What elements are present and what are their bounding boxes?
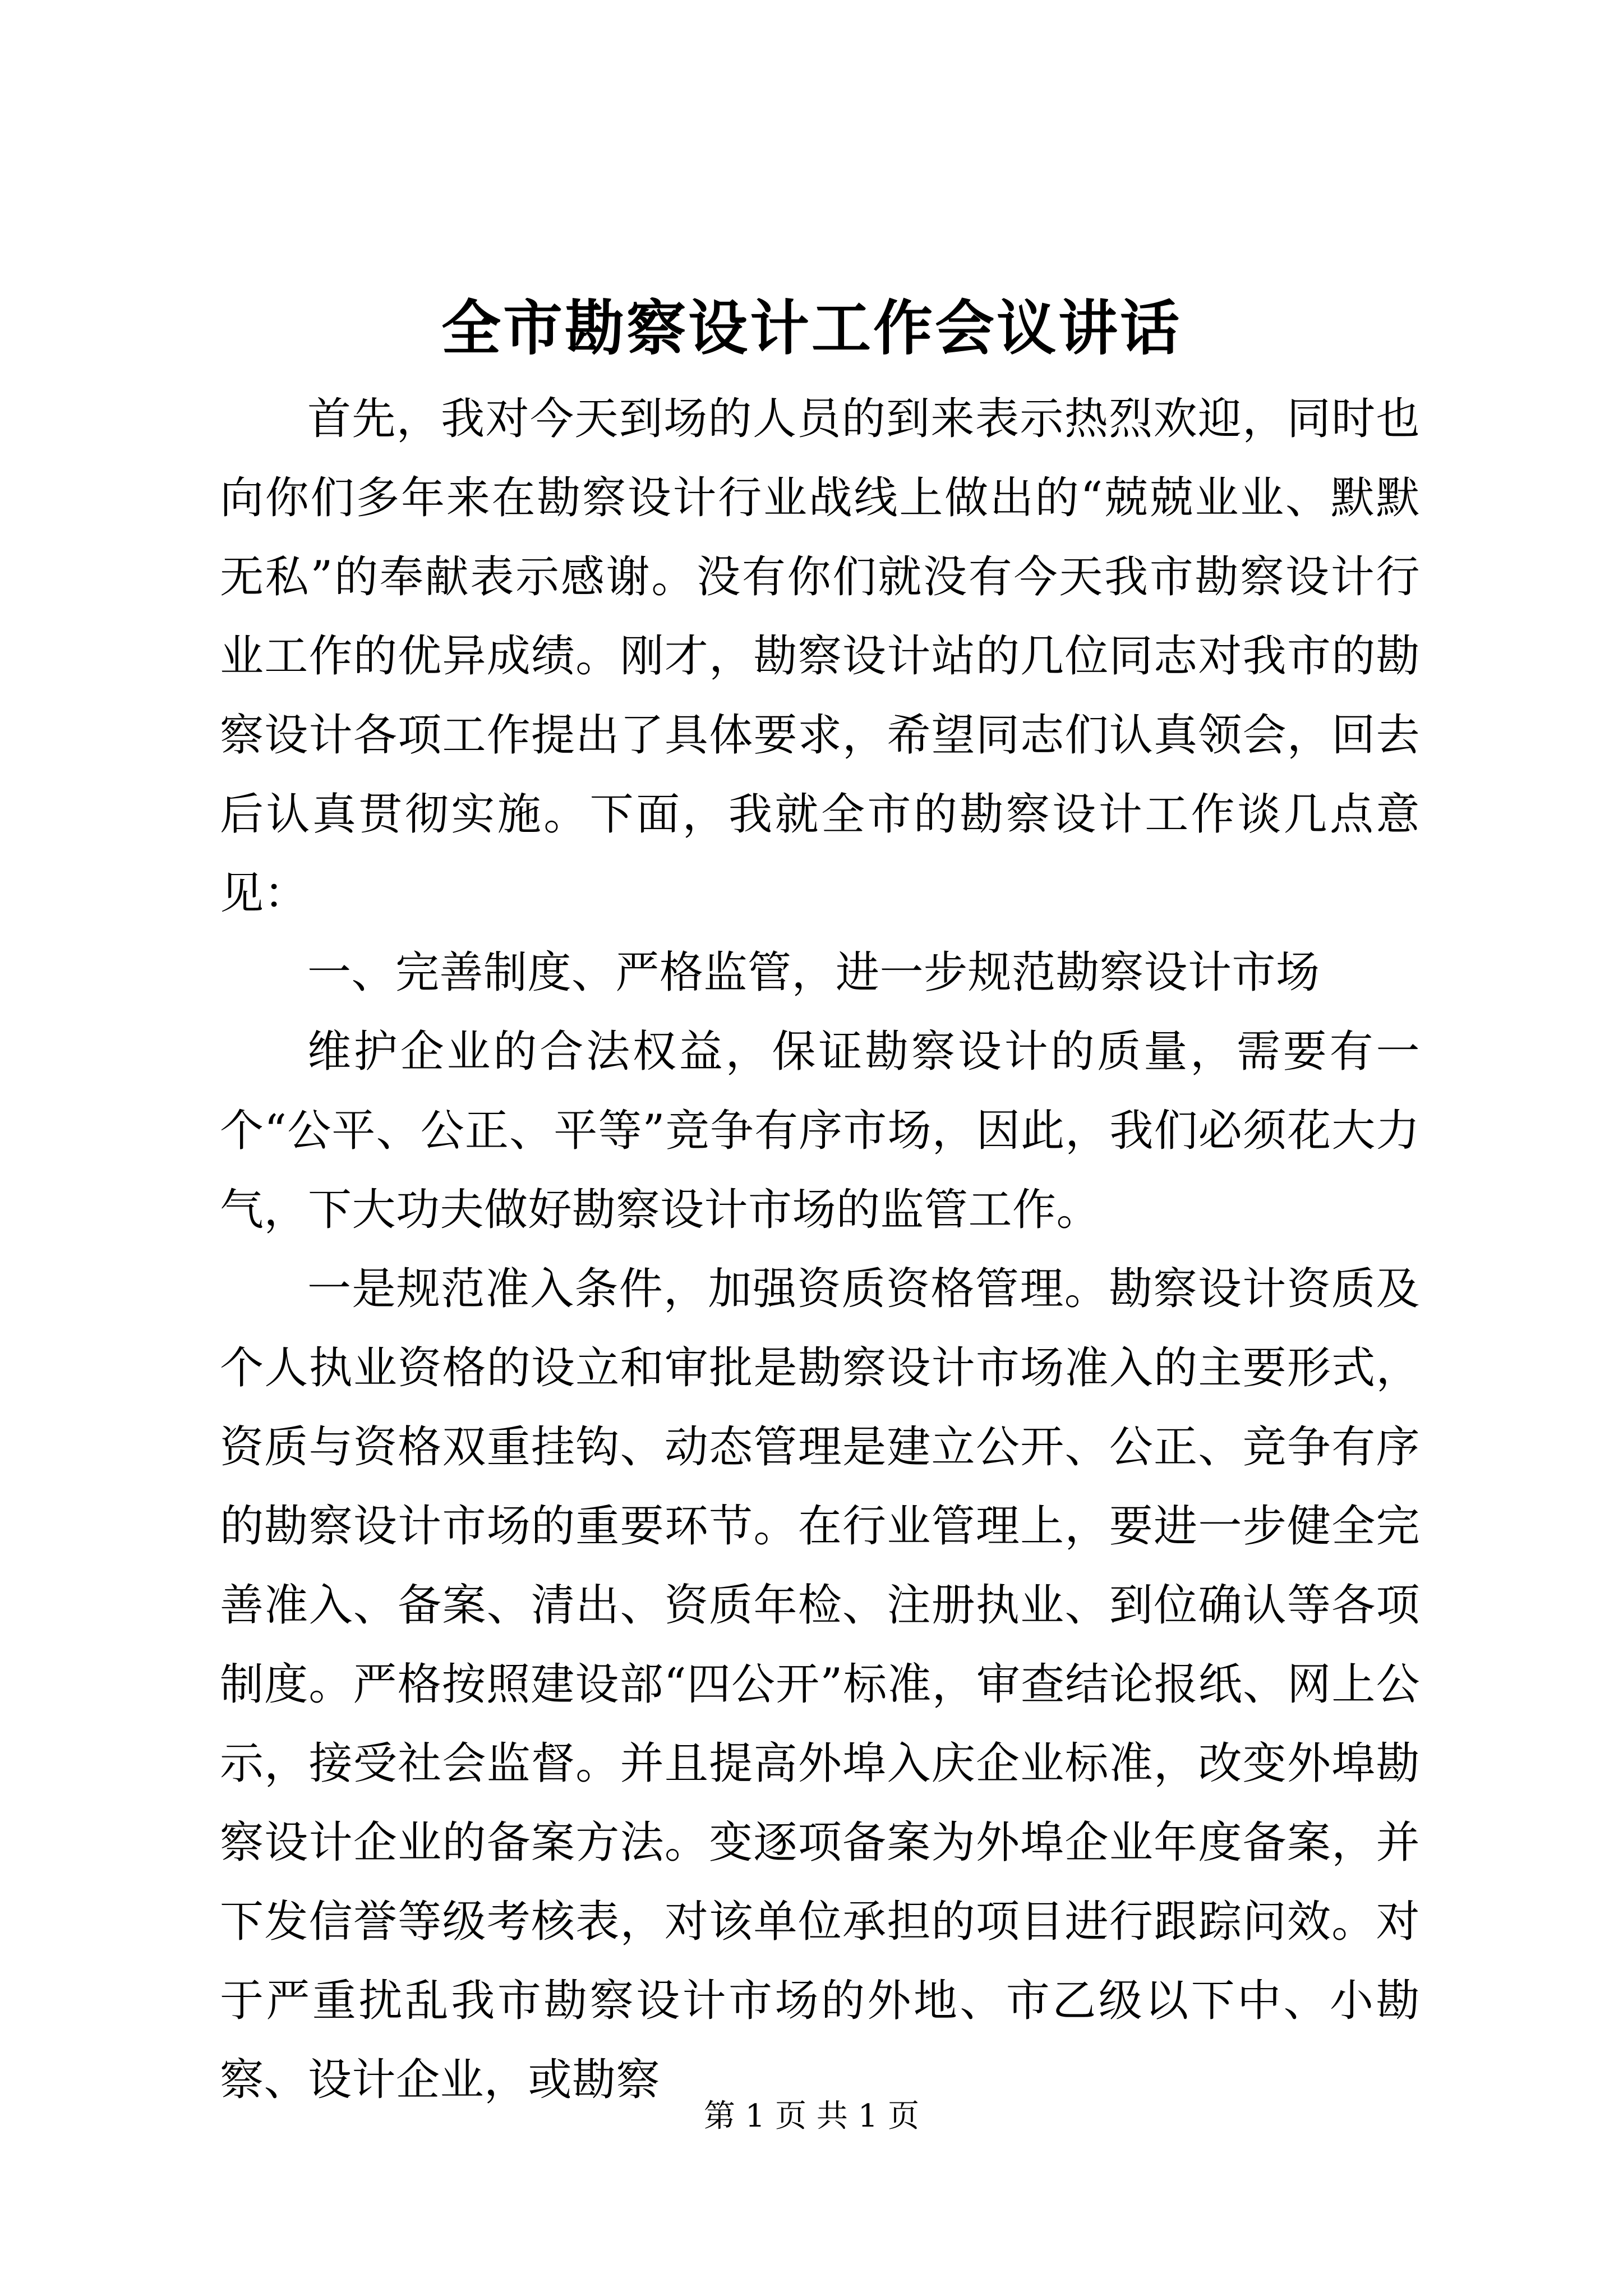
section-heading-1: 一、完善制度、严格监管，进一步规范勘察设计市场 <box>307 947 1320 998</box>
page-number-label: 第 1 页 共 1 页 <box>703 2098 920 2134</box>
document-title: 全市勘察设计工作会议讲话 <box>441 293 1182 363</box>
paragraph-market-fairness: 维护企业的合法权益，保证勘察设计的质量，需要有一个“公平、公正、平等”竞争有序市场，因此，我们必须花大力气，下大功夫做好勘察设计市场的监管工作。 <box>220 1027 1420 1235</box>
paragraph-opening: 首先，我对今天到场的人员的到来表示热烈欢迎，同时也向你们多年来在勘察设计行业战线上做出的“兢兢业业、默默无私”的奉献表示感谢。没有你们就没有今天我市勘察设计行业工作的优异成绩。刚才，勘察设计站的几位同志对我市的勘察设计各项工作提出了具体要求，希望同志们认真领会，回去后认真贯彻实施。下面，我就全市的勘察设计工作谈几点意见： <box>220 394 1420 919</box>
paragraph-access-conditions: 一是规范准入条件，加强资质资格管理。勘察设计资质及个人执业资格的设立和审批是勘察设计市场准入的主要形式，资质与资格双重挂钩、动态管理是建立公开、公正、竞争有序的勘察设计市场的重要环节。在行业管理上，要进一步健全完善准入、备案、清出、资质年检、注册执业、到位确认等各项制度。严格按照建设部“四公开”标准，审查结论报纸、网上公示，接受社会监督。并且提高外埠入庆企业标准，改变外埠勘察设计企业的备案方法。变逐项备案为外埠企业年度备案，并下发信誉等级考核表，对该单位承担的项目进行跟踪问效。对于严重扰乱我市勘察设计市场的外地、市乙级以下中、小勘察、设计企业，或勘察 <box>220 1264 1420 2105</box>
document-body <box>220 380 1420 2120</box>
page-footer <box>0 2097 1623 2136</box>
